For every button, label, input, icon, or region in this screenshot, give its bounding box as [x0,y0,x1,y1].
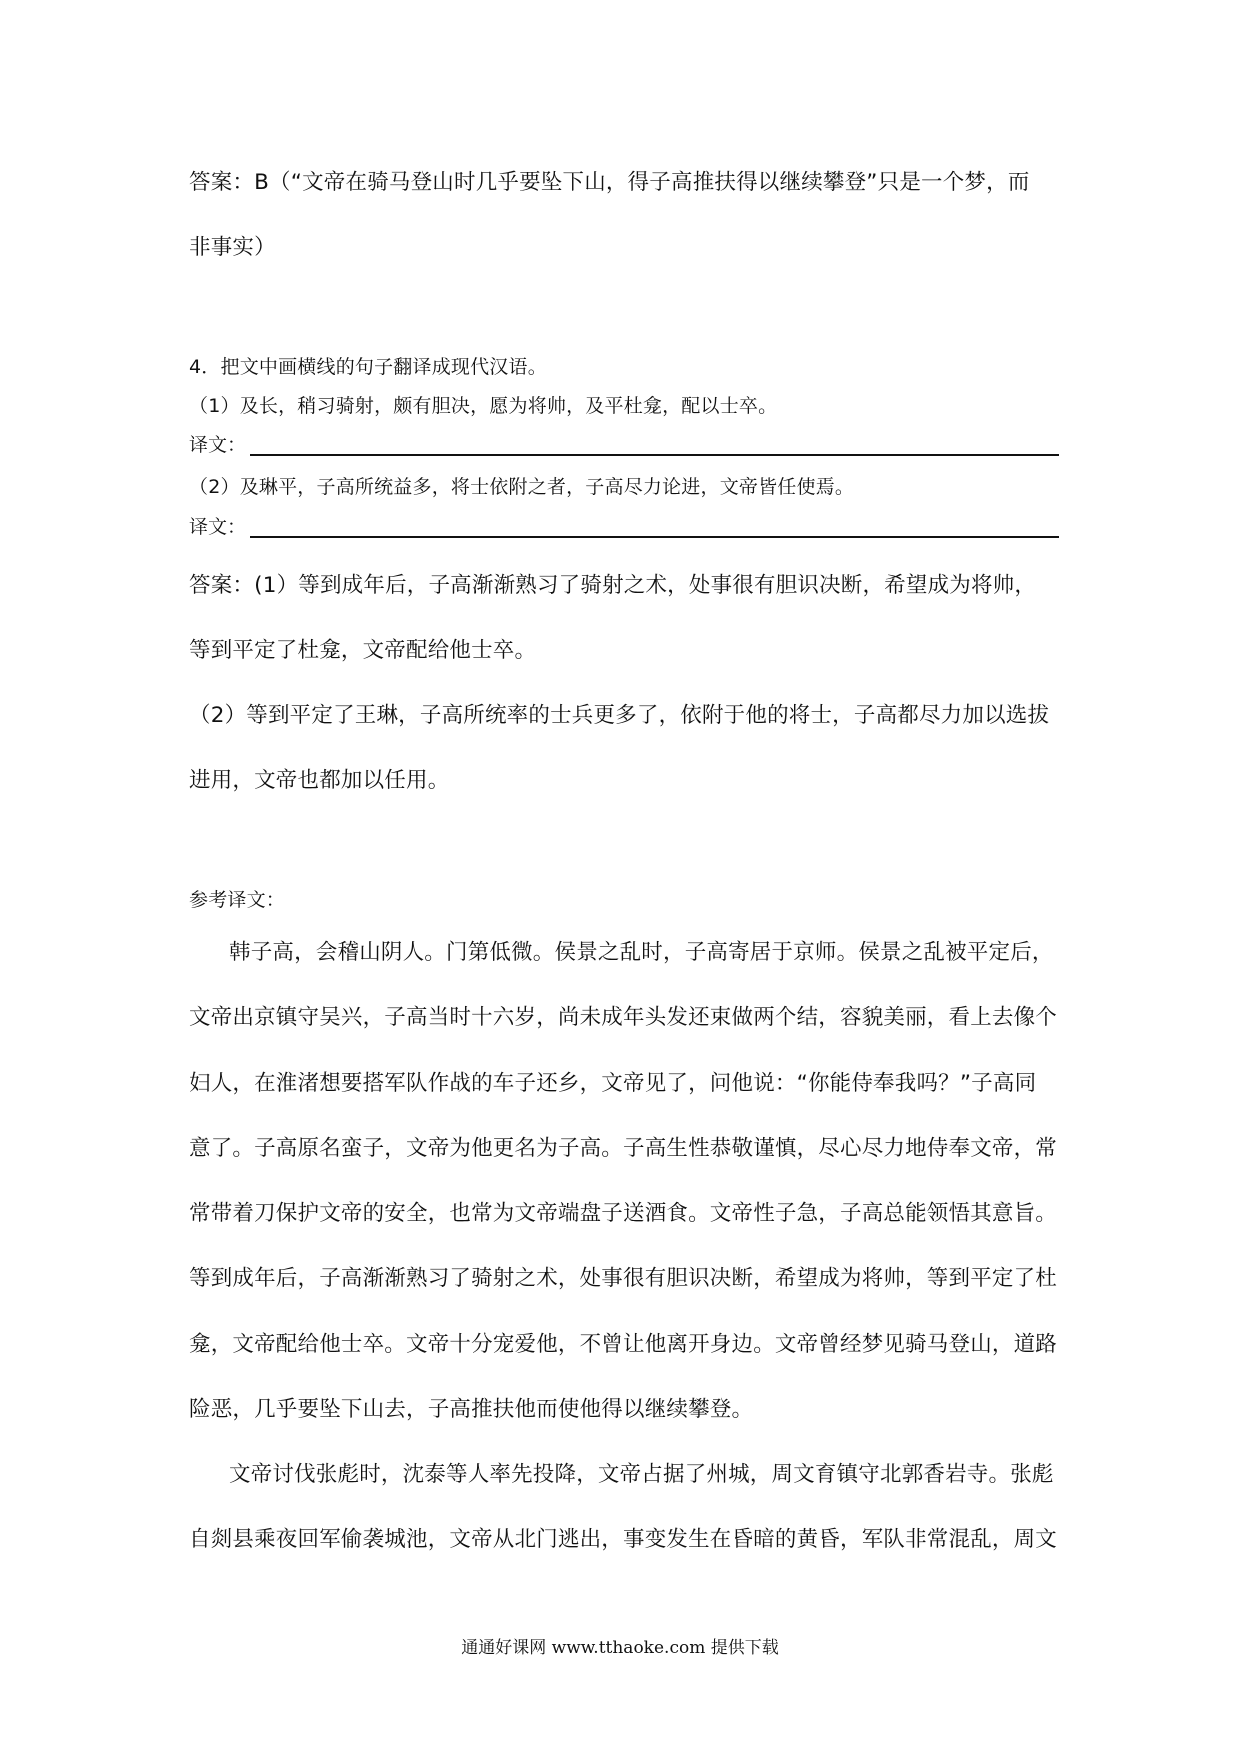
reference-line: 常带着刀保护文帝的安全，也常为文帝端盘子送酒食。文帝性子急，子高总能领悟其意旨。 [189,1201,1058,1226]
reference-line: 文帝出京镇守吴兴，子高当时十六岁，尚未成年头发还束做两个结，容貌美丽，看上去像个 [189,1005,1058,1030]
reference-line: 妇人，在淮渚想要搭军队作战的车子还乡，文帝见了，问他说：“你能侍奉我吗？”子高同 [189,1071,1037,1096]
reference-heading: 参考译文： [189,889,286,911]
answer-blank-line [250,432,1059,456]
answer4-line1: 答案：(1）等到成年后，子高渐渐熟习了骑射之术，处事很有胆识决断，希望成为将帅， [189,573,1037,598]
question4-item2: （2）及琳平，子高所统益多，将士依附之者，子高尽力论进，文帝皆任使焉。 [189,476,855,498]
translation-label: 译文： [189,516,247,538]
reference-line: 险恶，几乎要坠下山去，子高推扶他而使他得以继续攀登。 [189,1397,754,1422]
answer4-line4: 进用，文帝也都加以任用。 [189,768,450,793]
answer4-line3: （2）等到平定了王琳，子高所统率的士兵更多了，依附于他的将士，子高都尽力加以选拔 [189,703,1050,728]
reference-line: 自剡县乘夜回军偷袭城池，文帝从北门逃出，事变发生在昏暗的黄昏，军队非常混乱，周文 [189,1527,1058,1552]
answer-blank-line [250,514,1059,538]
reference-line: 等到成年后，子高渐渐熟习了骑射之术，处事很有胆识决断，希望成为将帅，等到平定了杜 [189,1266,1058,1291]
answer3-line2: 非事实） [189,235,276,260]
question4-stem: 4．把文中画横线的句子翻译成现代汉语。 [189,356,547,378]
reference-line: 龛，文帝配给他士卒。文帝十分宠爱他，不曾让他离开身边。文帝曾经梦见骑马登山，道路 [189,1332,1058,1357]
reference-line: 文帝讨伐张彪时，沈泰等人率先投降，文帝占据了州城，周文育镇守北郭香岩寺。张彪 [229,1462,1054,1487]
page-footer: 通通好课网 www.tthaoke.com 提供下载 [461,1638,779,1658]
question4-item1: （1）及长，稍习骑射，颇有胆决，愿为将帅，及平杜龛，配以士卒。 [189,395,778,417]
answer3-line1: 答案：B（“文帝在骑马登山时几乎要坠下山，得子高推扶得以继续攀登”只是一个梦，而 [189,170,1030,195]
translation-label: 译文： [189,434,247,456]
translation-blank-1 [189,428,1059,458]
translation-blank-2 [189,510,1059,540]
reference-line: 意了。子高原名蛮子，文帝为他更名为子高。子高生性恭敬谨慎，尽心尽力地侍奉文帝，常 [189,1136,1058,1161]
answer4-line2: 等到平定了杜龛，文帝配给他士卒。 [189,638,537,663]
reference-line: 韩子高，会稽山阴人。门第低微。侯景之乱时，子高寄居于京师。侯景之乱被平定后， [229,940,1054,965]
